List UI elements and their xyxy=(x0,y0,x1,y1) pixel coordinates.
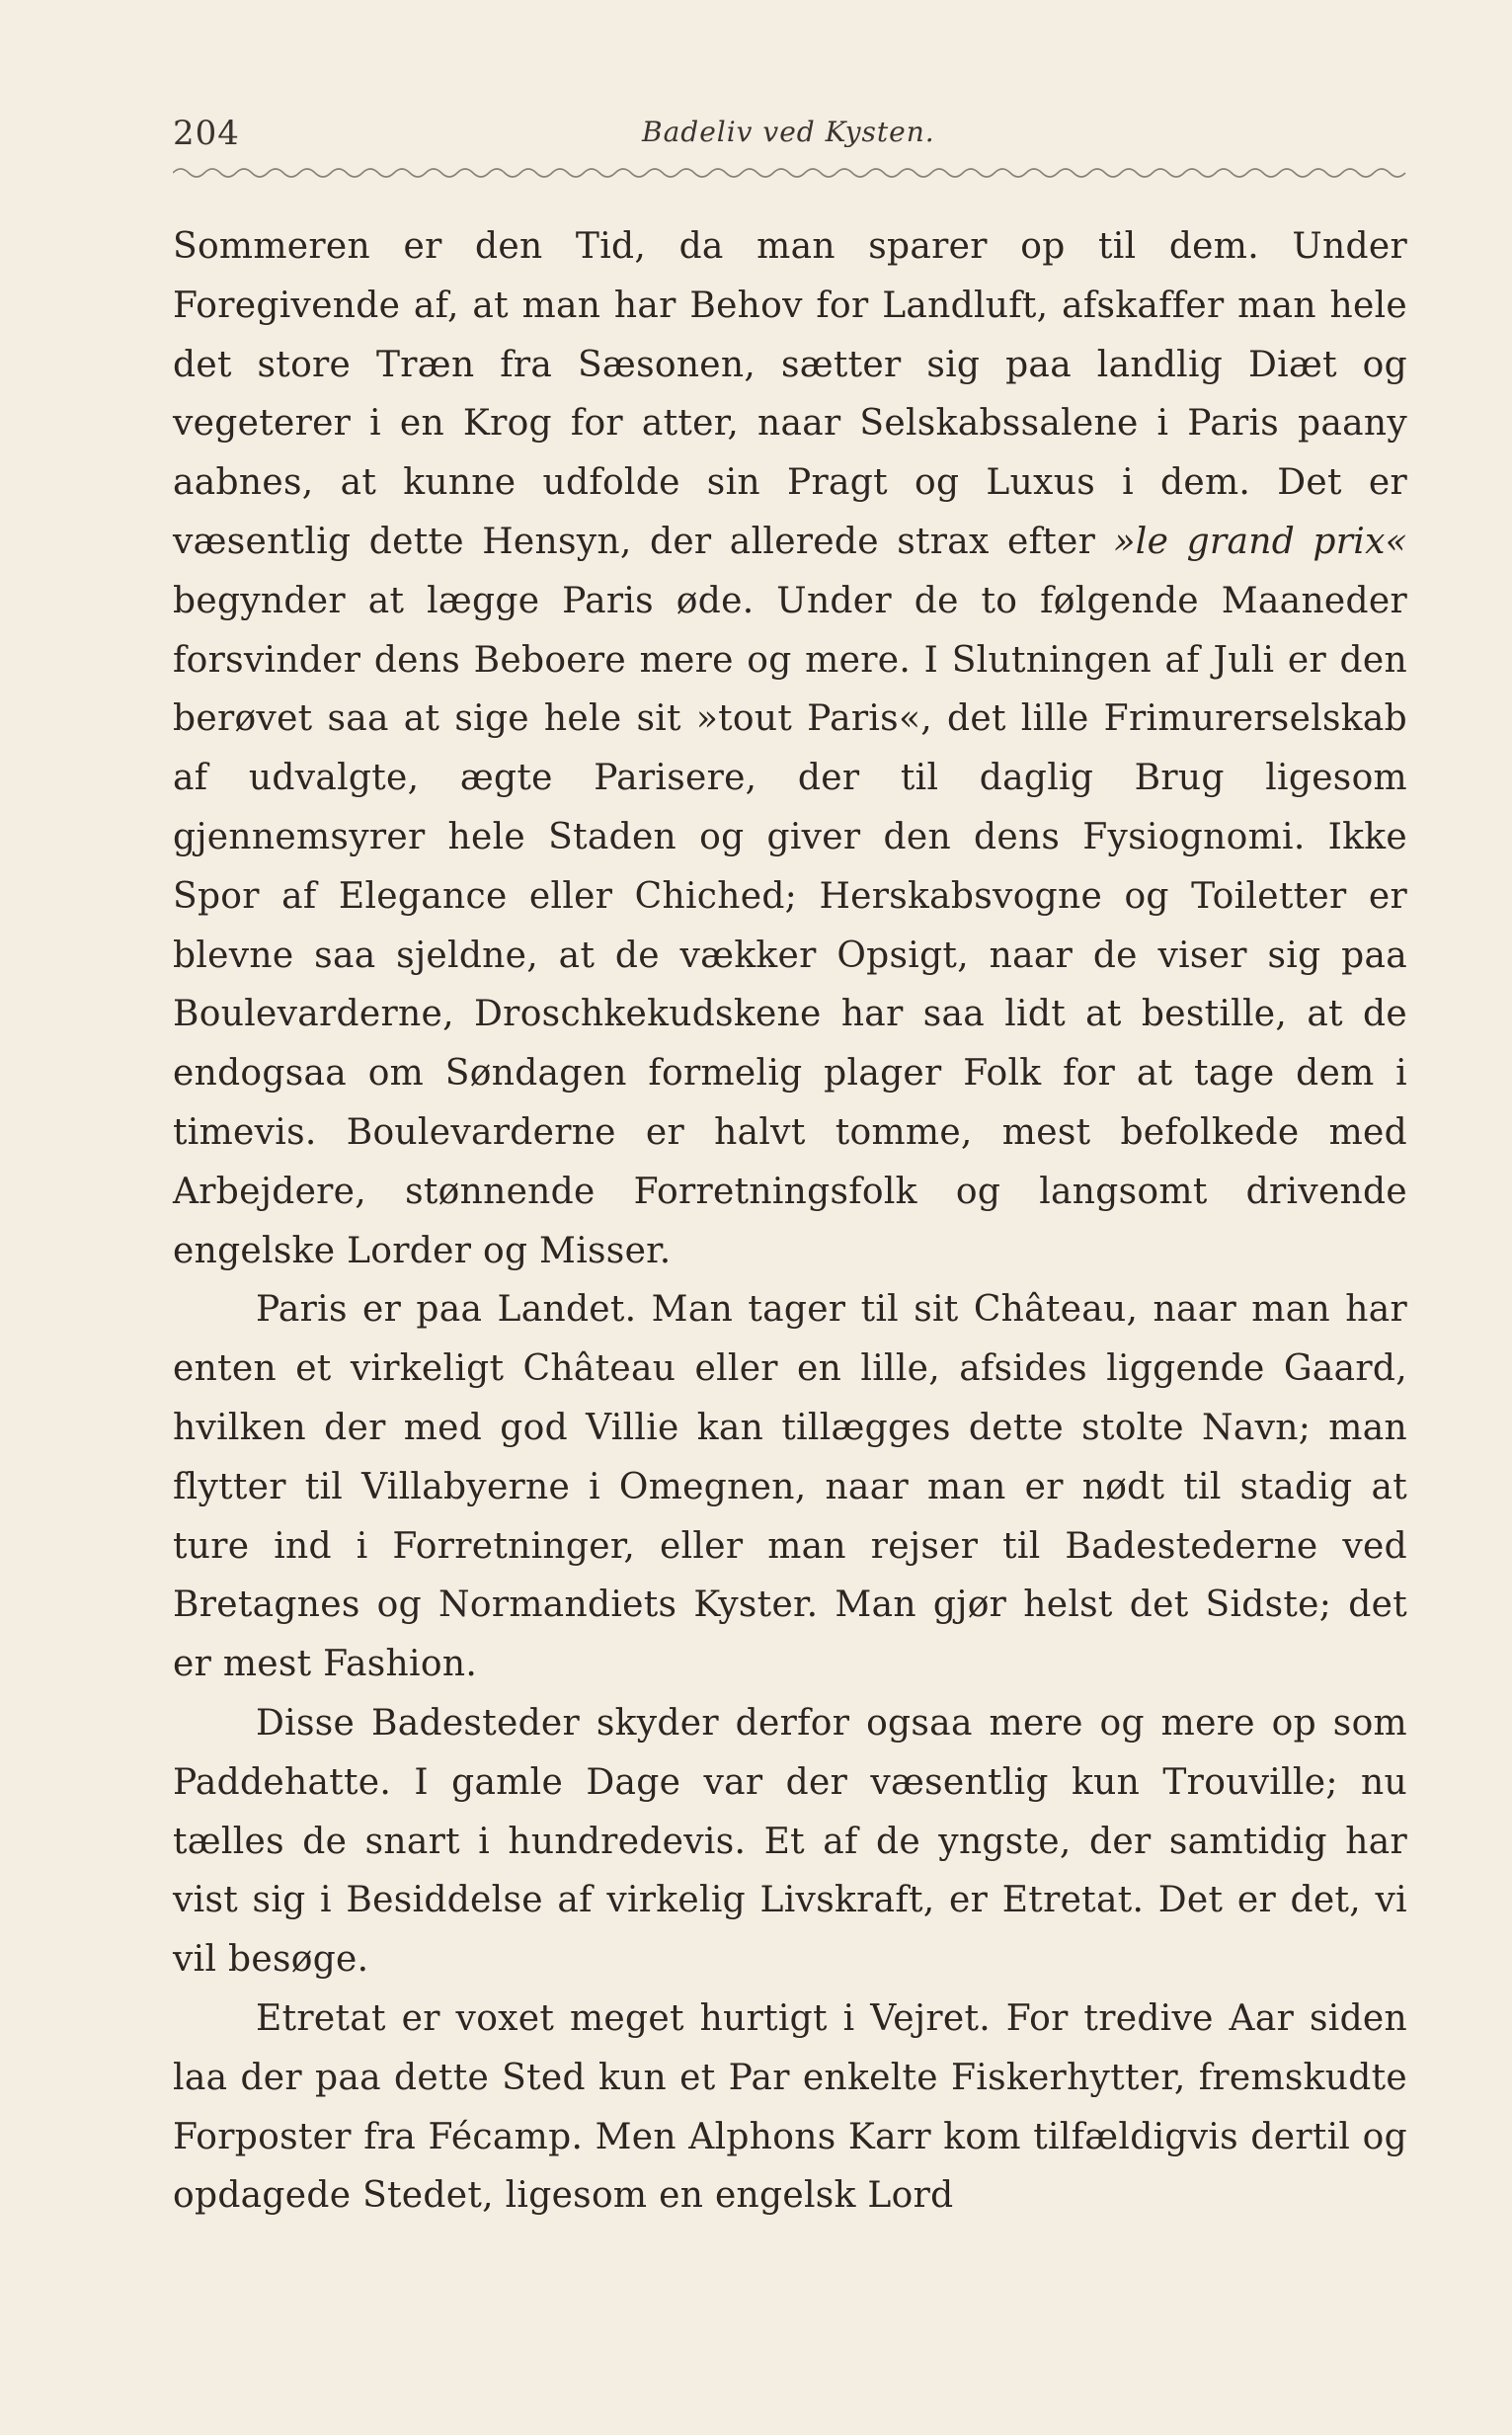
wavy-rule-icon xyxy=(173,161,1412,181)
body-text xyxy=(173,217,1407,2226)
paragraph-1 xyxy=(173,217,1407,1280)
running-title: Badeliv ved Kysten. xyxy=(642,116,935,148)
page-number: 204 xyxy=(173,114,240,153)
paragraph-1-before: Sommeren er den Tid, da man sparer op til dem. Under Foregivende af, at man har Behov for Landluft, afskaffer man hele det store Træn fra Sæsonen, sætter sig paa landlig Diæt og vegeterer i en Krog for atter, naar Selskabssalene i Paris paany aabnes, at kunne udfolde sin Pragt og Luxus i dem. Det er væsentlig dette Hensyn, der allerede strax efter xyxy=(173,226,1407,562)
paragraph-3: Disse Badesteder skyder derfor ogsaa mere og mere op som Paddehatte. I gamle Dage var der væsentlig kun Trouville; nu tælles de snart i hundredevis. Et af de yngste, der samtidig har vist sig i Besiddelse af virkelig Livskraft, er Etretat. Det er det, vi vil besøge. xyxy=(173,1702,1407,1981)
paragraph-4: Etretat er voxet meget hurtigt i Vejret. For tredive Aar siden laa der paa dette Sted kun et Par enkelte Fiskerhytter, fremskudte Forposter fra Fécamp. Men Alphons Karr kom tilfældigvis dertil og opdagede Stedet, ligesom en engelsk Lord xyxy=(173,1997,1407,2217)
paragraph-2: Paris er paa Landet. Man tager til sit Château, naar man har enten et virkeligt Château eller en lille, afsides liggende Gaard, hvilken der med god Villie kan tillægges dette stolte Navn; man flytter til Villabyerne i Omegnen, naar man er nødt til stadig at ture ind i Forretninger, eller man rejser til Badestederne ved Bretagnes og Normandiets Kyster. Man gjør helst det Sidste; det er mest Fashion. xyxy=(173,1289,1407,1685)
italic-phrase: »le grand prix« xyxy=(1113,521,1407,562)
paragraph-1-after: begynder at lægge Paris øde. Under de to følgende Maaneder forsvinder dens Beboere mere og mere. I Slutningen af Juli er den berøvet saa at sige hele sit »tout Paris«, det lille Frimurerselskab af udvalgte, ægte Parisere, der til daglig Brug ligesom gjennemsyrer hele Staden og giver den dens Fysiognomi. Ikke Spor af Elegance eller Chiched; Herskabsvogne og Toiletter er blevne saa sjeldne, at de vækker Opsigt, naar de viser sig paa Boulevarderne, Droschkekudskene har saa lidt at bestille, at de endogsaa om Søndagen formelig plager Folk for at tage dem i timevis. Boulevarderne er halvt tomme, mest befolkede med Arbejdere, stønnende Forretningsfolk og langsomt drivende engelske Lorder og Misser. xyxy=(173,580,1407,1271)
